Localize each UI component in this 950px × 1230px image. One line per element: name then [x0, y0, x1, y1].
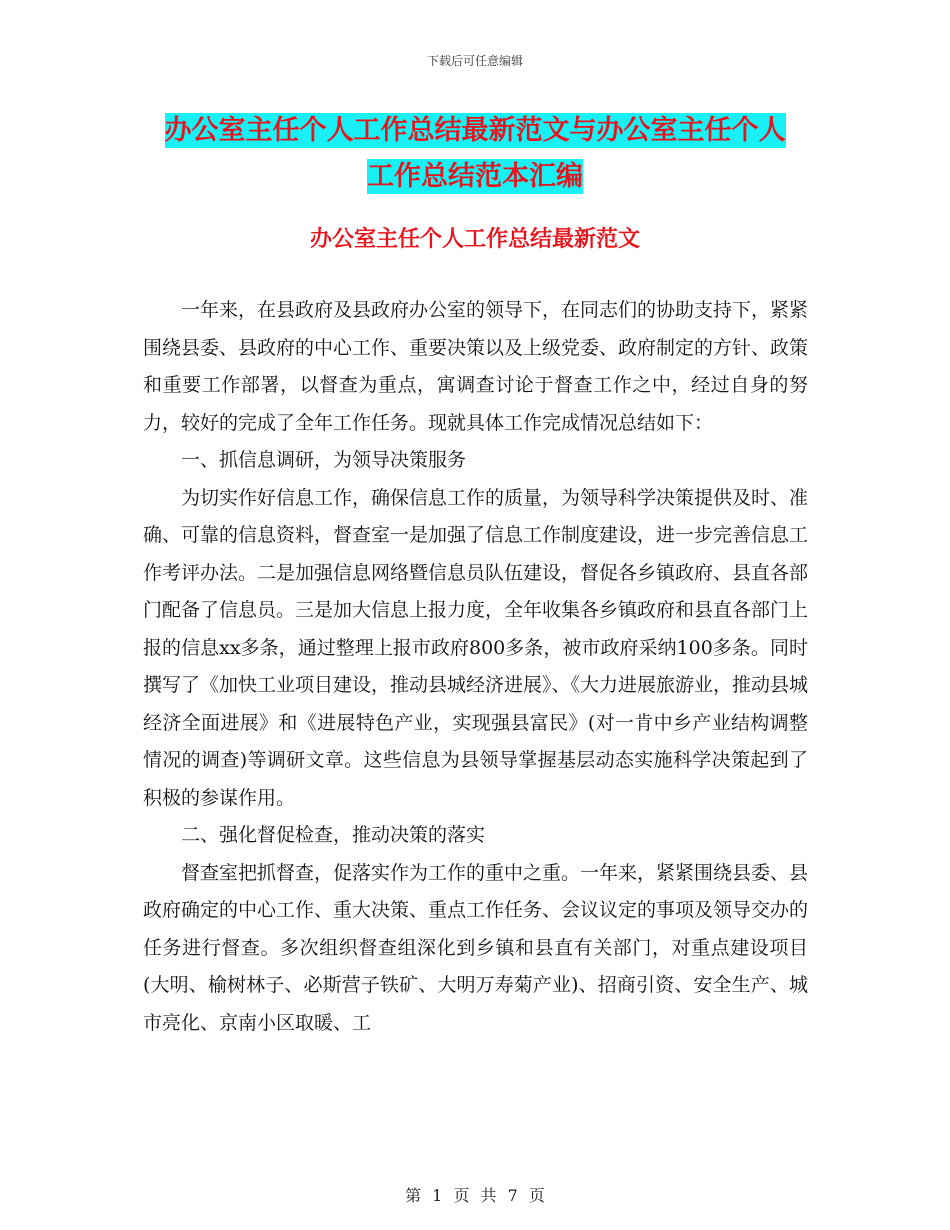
paragraph-intro: 一年来，在县政府及县政府办公室的领导下，在同志们的协助支持下，紧紧围绕县委、县政府的中心工作、重要决策以及上级党委、政府制定的方针、政策和重要工作部署，以督查为重点，寓调查讨论于督查工作之中，经过自身的努力，较好的完成了全年工作任务。现就具体工作完成情况总结如下： [143, 299, 809, 434]
heading-info-research: 一、抓信息调研，为领导决策服务 [181, 449, 467, 471]
title-line-2: 工作总结范本汇编 [367, 161, 583, 192]
page-footer: 第 1 页 共 7 页 [405, 1186, 545, 1205]
paragraph-supervision: 督查室把抓督查，促落实作为工作的重中之重。一年来，紧紧围绕县委、县政府确定的中心工作、重大决策、重点工作任务、会议议定的事项及领导交办的任务进行督查。多次组织督查组深化到乡镇和县直有关部门，对重点建设项目(大明、榆树林子、必斯营子铁矿、大明万寿菊产业)、招商引资、安全生产、城市亮化、京南小区取暖、工 [143, 861, 809, 1034]
document-title [0, 108, 950, 200]
heading-supervision: 二、强化督促检查，推动决策的落实 [181, 824, 486, 846]
paragraph-info-research: 为切实作好信息工作，确保信息工作的质量，为领导科学决策提供及时、准确、可靠的信息资料，督查室一是加强了信息工作制度建设，进一步完善信息工作考评办法。二是加强信息网络暨信息员队伍建设，督促各乡镇政府、县直各部门配备了信息员。三是加大信息上报力度，全年收集各乡镇政府和县直各部门上报的信息xx多条，通过整理上报市政府800多条，被市政府采纳100多条。同时撰写了《加快工业项目建设，推动县城经济进展》、《大力进展旅游业，推动县城经济全面进展》和《进展特色产业，实现强县富民》(对一肯中乡产业结构调整情况的调查)等调研文章。这些信息为县领导掌握基层动态实施科学决策起到了积极的参谋作用。 [143, 486, 809, 809]
header-note: 下载后可任意编辑 [426, 54, 523, 68]
title-line-1: 办公室主任个人工作总结最新范文与办公室主任个人 [164, 115, 786, 146]
section-title: 办公室主任个人工作总结最新范文 [309, 226, 640, 252]
document-body [143, 292, 808, 1042]
